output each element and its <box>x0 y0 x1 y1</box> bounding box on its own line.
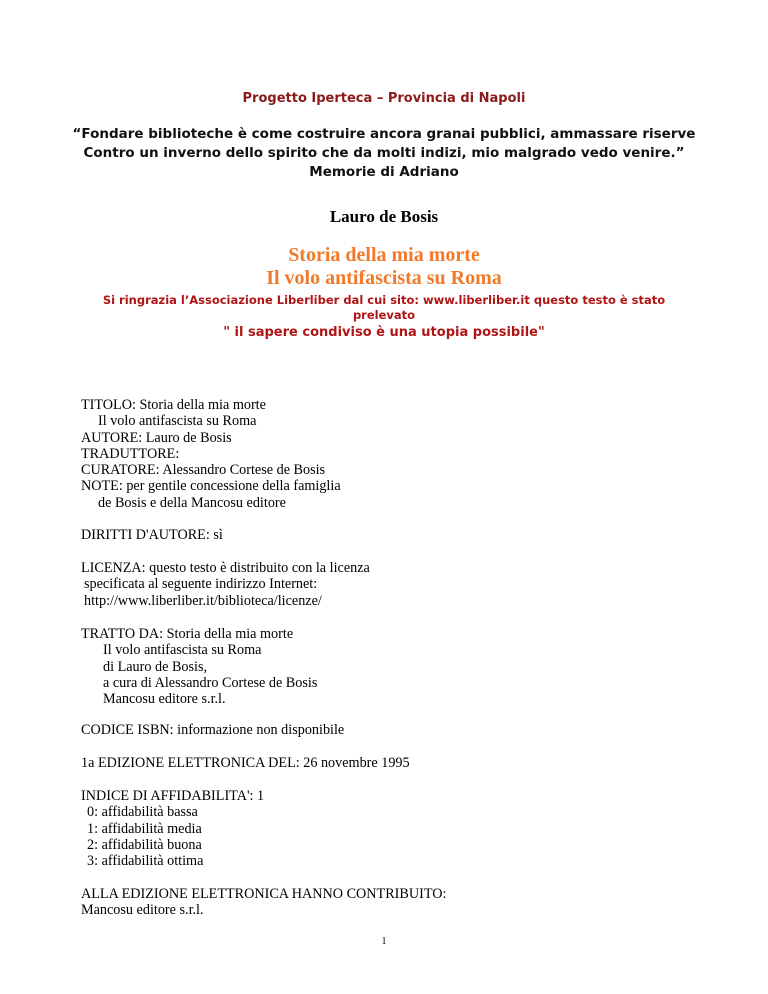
acknowledgement-line: prelevato <box>352 308 416 322</box>
metadata-line: NOTE: per gentile concessione della famiglia <box>81 478 341 495</box>
motto: " il sapere condiviso è una utopia possibile" <box>223 325 545 340</box>
book-title-line: Storia della mia morte <box>288 244 480 266</box>
metadata-line: http://www.liberliber.it/biblioteca/licenze/ <box>84 592 322 609</box>
metadata-line: Mancosu editore s.r.l. <box>81 902 204 919</box>
metadata-diritti <box>81 527 721 543</box>
metadata-line: TRATTO DA: Storia della mia morte <box>81 626 294 642</box>
metadata-licenza-block <box>81 560 721 609</box>
metadata-line: 2: affidabilità buona <box>87 836 202 853</box>
page-number: 1 <box>381 936 387 947</box>
metadata-line: 3: affidabilità ottima <box>87 853 204 870</box>
metadata-tratto-block <box>81 626 721 707</box>
metadata-line: 1: affidabilità media <box>87 820 202 837</box>
metadata-line: di Lauro de Bosis, <box>103 658 208 675</box>
metadata-line: 0: affidabilità bassa <box>87 804 198 821</box>
metadata-line: Mancosu editore s.r.l. <box>103 691 226 708</box>
metadata-line: TRADUTTORE: <box>81 445 180 462</box>
metadata-line: Il volo antifascista su Roma <box>98 413 257 430</box>
project-heading: Progetto Iperteca – Provincia di Napoli <box>242 91 526 106</box>
metadata-line: TITOLO: Storia della mia morte <box>81 397 266 413</box>
metadata-isbn <box>81 722 721 738</box>
epigraph <box>0 125 768 182</box>
metadata-line: LICENZA: questo testo è distribuito con la licenza <box>81 560 370 576</box>
metadata-titolo-block <box>81 397 721 511</box>
metadata-line: a cura di Alessandro Cortese de Bosis <box>103 674 318 691</box>
metadata-line: 1a EDIZIONE ELETTRONICA DEL: 26 novembre 1995 <box>81 755 410 771</box>
epigraph-line: Contro un inverno dello spirito che da molti indizi, mio malgrado vedo venire.” <box>83 145 685 161</box>
acknowledgement <box>0 293 768 323</box>
acknowledgement-line: Si ringrazia l’Associazione Liberliber dal cui sito: www.liberliber.it questo testo è stato <box>102 293 666 307</box>
book-title <box>0 244 768 290</box>
metadata-contributi-block <box>81 886 721 919</box>
epigraph-line: “Fondare biblioteche è come costruire ancora granai pubblici, ammassare riserve <box>72 126 696 142</box>
metadata-affidabilita-block <box>81 788 721 869</box>
author-name: Lauro de Bosis <box>329 207 439 226</box>
metadata-line: Il volo antifascista su Roma <box>103 642 262 659</box>
book-subtitle-line: Il volo antifascista su Roma <box>266 267 502 289</box>
metadata-line: INDICE DI AFFIDABILITA': 1 <box>81 788 265 804</box>
metadata-line: specificata al seguente indirizzo Internet: <box>84 576 318 593</box>
metadata-line: de Bosis e della Mancosu editore <box>98 494 286 511</box>
metadata-line: AUTORE: Lauro de Bosis <box>81 429 232 446</box>
metadata-line: DIRITTI D'AUTORE: sì <box>81 527 223 543</box>
metadata-edizione <box>81 755 721 771</box>
metadata-line: CURATORE: Alessandro Cortese de Bosis <box>81 462 326 479</box>
metadata-line: ALLA EDIZIONE ELETTRONICA HANNO CONTRIBUITO: <box>81 886 447 902</box>
epigraph-source: Memorie di Adriano <box>309 164 459 180</box>
metadata-line: CODICE ISBN: informazione non disponibile <box>81 722 345 738</box>
